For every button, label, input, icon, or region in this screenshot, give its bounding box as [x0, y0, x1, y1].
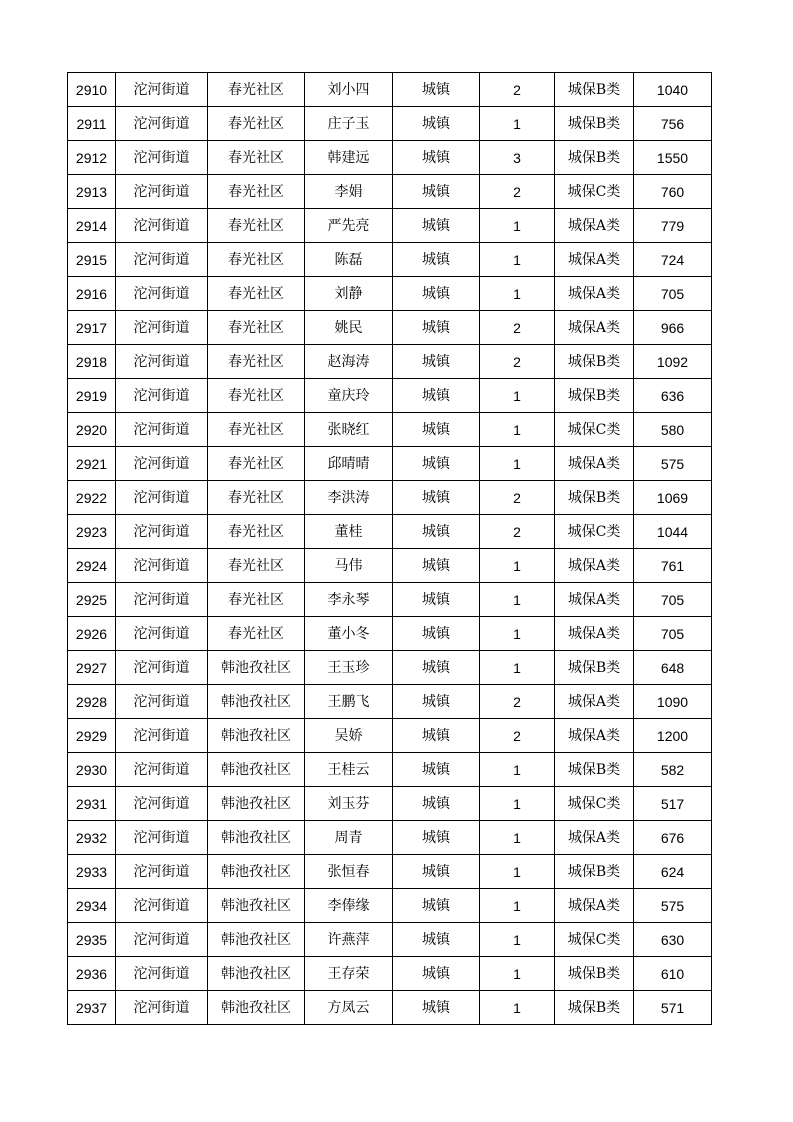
name-cell: 李洪涛: [305, 481, 393, 515]
area-type-cell: 城镇: [393, 209, 480, 243]
table-row: [68, 209, 712, 243]
area-type-cell: 城镇: [393, 481, 480, 515]
table-body: [68, 73, 712, 1025]
household-size-cell: 2: [480, 73, 555, 107]
street-cell: 沱河街道: [116, 719, 208, 753]
household-size-cell: 1: [480, 821, 555, 855]
serial-number-cell: 2920: [68, 413, 116, 447]
category-cell: 城保B类: [555, 481, 634, 515]
household-size-cell: 2: [480, 481, 555, 515]
category-cell: 城保B类: [555, 345, 634, 379]
table-row: [68, 447, 712, 481]
amount-cell: 1200: [634, 719, 712, 753]
amount-cell: 1092: [634, 345, 712, 379]
table-row: [68, 685, 712, 719]
serial-number-cell: 2916: [68, 277, 116, 311]
area-type-cell: 城镇: [393, 243, 480, 277]
household-size-cell: 1: [480, 549, 555, 583]
serial-number-cell: 2922: [68, 481, 116, 515]
area-type-cell: 城镇: [393, 345, 480, 379]
category-cell: 城保B类: [555, 855, 634, 889]
serial-number-cell: 2931: [68, 787, 116, 821]
table-row: [68, 787, 712, 821]
community-cell: 春光社区: [208, 413, 305, 447]
amount-cell: 760: [634, 175, 712, 209]
table-row: [68, 311, 712, 345]
category-cell: 城保B类: [555, 991, 634, 1025]
name-cell: 周青: [305, 821, 393, 855]
area-type-cell: 城镇: [393, 787, 480, 821]
table-row: [68, 753, 712, 787]
serial-number-cell: 2926: [68, 617, 116, 651]
serial-number-cell: 2921: [68, 447, 116, 481]
amount-cell: 705: [634, 277, 712, 311]
serial-number-cell: 2910: [68, 73, 116, 107]
name-cell: 严先亮: [305, 209, 393, 243]
household-size-cell: 1: [480, 753, 555, 787]
name-cell: 姚民: [305, 311, 393, 345]
amount-cell: 1090: [634, 685, 712, 719]
street-cell: 沱河街道: [116, 73, 208, 107]
household-size-cell: 2: [480, 311, 555, 345]
street-cell: 沱河街道: [116, 855, 208, 889]
community-cell: 韩池孜社区: [208, 685, 305, 719]
name-cell: 张恒春: [305, 855, 393, 889]
table-row: [68, 141, 712, 175]
name-cell: 刘玉芬: [305, 787, 393, 821]
serial-number-cell: 2912: [68, 141, 116, 175]
amount-cell: 705: [634, 617, 712, 651]
table-row: [68, 651, 712, 685]
street-cell: 沱河街道: [116, 617, 208, 651]
serial-number-cell: 2930: [68, 753, 116, 787]
area-type-cell: 城镇: [393, 447, 480, 481]
community-cell: 韩池孜社区: [208, 957, 305, 991]
name-cell: 张晓红: [305, 413, 393, 447]
household-size-cell: 1: [480, 277, 555, 311]
table-row: [68, 719, 712, 753]
amount-cell: 676: [634, 821, 712, 855]
area-type-cell: 城镇: [393, 311, 480, 345]
amount-cell: 756: [634, 107, 712, 141]
street-cell: 沱河街道: [116, 821, 208, 855]
serial-number-cell: 2919: [68, 379, 116, 413]
table-row: [68, 515, 712, 549]
serial-number-cell: 2937: [68, 991, 116, 1025]
community-cell: 春光社区: [208, 617, 305, 651]
category-cell: 城保A类: [555, 821, 634, 855]
household-size-cell: 2: [480, 345, 555, 379]
name-cell: 童庆玲: [305, 379, 393, 413]
category-cell: 城保C类: [555, 787, 634, 821]
street-cell: 沱河街道: [116, 209, 208, 243]
community-cell: 韩池孜社区: [208, 787, 305, 821]
category-cell: 城保A类: [555, 311, 634, 345]
amount-cell: 1550: [634, 141, 712, 175]
area-type-cell: 城镇: [393, 651, 480, 685]
serial-number-cell: 2936: [68, 957, 116, 991]
community-cell: 春光社区: [208, 583, 305, 617]
area-type-cell: 城镇: [393, 549, 480, 583]
name-cell: 董小冬: [305, 617, 393, 651]
category-cell: 城保A类: [555, 243, 634, 277]
category-cell: 城保A类: [555, 617, 634, 651]
serial-number-cell: 2911: [68, 107, 116, 141]
amount-cell: 761: [634, 549, 712, 583]
name-cell: 赵海涛: [305, 345, 393, 379]
street-cell: 沱河街道: [116, 175, 208, 209]
table-row: [68, 413, 712, 447]
area-type-cell: 城镇: [393, 175, 480, 209]
community-cell: 春光社区: [208, 447, 305, 481]
street-cell: 沱河街道: [116, 651, 208, 685]
household-size-cell: 1: [480, 583, 555, 617]
serial-number-cell: 2927: [68, 651, 116, 685]
street-cell: 沱河街道: [116, 753, 208, 787]
serial-number-cell: 2925: [68, 583, 116, 617]
serial-number-cell: 2924: [68, 549, 116, 583]
community-cell: 韩池孜社区: [208, 753, 305, 787]
area-type-cell: 城镇: [393, 107, 480, 141]
household-size-cell: 2: [480, 719, 555, 753]
area-type-cell: 城镇: [393, 413, 480, 447]
community-cell: 春光社区: [208, 481, 305, 515]
table-row: [68, 73, 712, 107]
street-cell: 沱河街道: [116, 991, 208, 1025]
community-cell: 春光社区: [208, 549, 305, 583]
household-size-cell: 1: [480, 889, 555, 923]
serial-number-cell: 2914: [68, 209, 116, 243]
table-row: [68, 583, 712, 617]
community-cell: 春光社区: [208, 73, 305, 107]
name-cell: 王玉珍: [305, 651, 393, 685]
table-row: [68, 345, 712, 379]
street-cell: 沱河街道: [116, 515, 208, 549]
household-size-cell: 1: [480, 209, 555, 243]
serial-number-cell: 2913: [68, 175, 116, 209]
serial-number-cell: 2923: [68, 515, 116, 549]
table-row: [68, 991, 712, 1025]
area-type-cell: 城镇: [393, 991, 480, 1025]
area-type-cell: 城镇: [393, 379, 480, 413]
street-cell: 沱河街道: [116, 685, 208, 719]
name-cell: 吴娇: [305, 719, 393, 753]
name-cell: 董桂: [305, 515, 393, 549]
name-cell: 王存荣: [305, 957, 393, 991]
household-size-cell: 1: [480, 651, 555, 685]
household-size-cell: 1: [480, 923, 555, 957]
name-cell: 刘小四: [305, 73, 393, 107]
area-type-cell: 城镇: [393, 855, 480, 889]
household-size-cell: 3: [480, 141, 555, 175]
serial-number-cell: 2932: [68, 821, 116, 855]
serial-number-cell: 2917: [68, 311, 116, 345]
category-cell: 城保C类: [555, 923, 634, 957]
community-cell: 韩池孜社区: [208, 719, 305, 753]
table-row: [68, 957, 712, 991]
serial-number-cell: 2918: [68, 345, 116, 379]
category-cell: 城保A类: [555, 719, 634, 753]
community-cell: 春光社区: [208, 141, 305, 175]
amount-cell: 582: [634, 753, 712, 787]
records-table: [67, 72, 712, 1025]
area-type-cell: 城镇: [393, 617, 480, 651]
community-cell: 春光社区: [208, 515, 305, 549]
community-cell: 春光社区: [208, 107, 305, 141]
table-row: [68, 481, 712, 515]
category-cell: 城保A类: [555, 889, 634, 923]
amount-cell: 1044: [634, 515, 712, 549]
street-cell: 沱河街道: [116, 481, 208, 515]
serial-number-cell: 2929: [68, 719, 116, 753]
amount-cell: 648: [634, 651, 712, 685]
area-type-cell: 城镇: [393, 889, 480, 923]
name-cell: 王桂云: [305, 753, 393, 787]
community-cell: 韩池孜社区: [208, 923, 305, 957]
household-size-cell: 1: [480, 617, 555, 651]
table-row: [68, 175, 712, 209]
serial-number-cell: 2935: [68, 923, 116, 957]
community-cell: 韩池孜社区: [208, 889, 305, 923]
community-cell: 春光社区: [208, 277, 305, 311]
category-cell: 城保C类: [555, 515, 634, 549]
serial-number-cell: 2934: [68, 889, 116, 923]
area-type-cell: 城镇: [393, 583, 480, 617]
street-cell: 沱河街道: [116, 379, 208, 413]
community-cell: 春光社区: [208, 209, 305, 243]
household-size-cell: 1: [480, 787, 555, 821]
community-cell: 韩池孜社区: [208, 991, 305, 1025]
community-cell: 韩池孜社区: [208, 855, 305, 889]
amount-cell: 575: [634, 889, 712, 923]
community-cell: 韩池孜社区: [208, 651, 305, 685]
household-size-cell: 1: [480, 379, 555, 413]
community-cell: 春光社区: [208, 243, 305, 277]
category-cell: 城保B类: [555, 107, 634, 141]
serial-number-cell: 2933: [68, 855, 116, 889]
street-cell: 沱河街道: [116, 141, 208, 175]
area-type-cell: 城镇: [393, 141, 480, 175]
name-cell: 庄子玉: [305, 107, 393, 141]
household-size-cell: 1: [480, 107, 555, 141]
amount-cell: 517: [634, 787, 712, 821]
serial-number-cell: 2915: [68, 243, 116, 277]
household-size-cell: 2: [480, 515, 555, 549]
community-cell: 春光社区: [208, 345, 305, 379]
amount-cell: 571: [634, 991, 712, 1025]
street-cell: 沱河街道: [116, 243, 208, 277]
category-cell: 城保B类: [555, 141, 634, 175]
street-cell: 沱河街道: [116, 413, 208, 447]
area-type-cell: 城镇: [393, 957, 480, 991]
area-type-cell: 城镇: [393, 73, 480, 107]
table-row: [68, 855, 712, 889]
name-cell: 邱晴晴: [305, 447, 393, 481]
table-row: [68, 277, 712, 311]
household-size-cell: 1: [480, 957, 555, 991]
table-row: [68, 379, 712, 413]
table-row: [68, 243, 712, 277]
name-cell: 韩建远: [305, 141, 393, 175]
area-type-cell: 城镇: [393, 719, 480, 753]
name-cell: 许燕萍: [305, 923, 393, 957]
household-size-cell: 1: [480, 991, 555, 1025]
household-size-cell: 2: [480, 685, 555, 719]
category-cell: 城保C类: [555, 175, 634, 209]
table-row: [68, 923, 712, 957]
name-cell: 李娟: [305, 175, 393, 209]
community-cell: 春光社区: [208, 311, 305, 345]
amount-cell: 624: [634, 855, 712, 889]
area-type-cell: 城镇: [393, 753, 480, 787]
category-cell: 城保C类: [555, 413, 634, 447]
category-cell: 城保B类: [555, 73, 634, 107]
amount-cell: 1069: [634, 481, 712, 515]
table-row: [68, 617, 712, 651]
amount-cell: 610: [634, 957, 712, 991]
category-cell: 城保B类: [555, 753, 634, 787]
name-cell: 李永琴: [305, 583, 393, 617]
street-cell: 沱河街道: [116, 311, 208, 345]
amount-cell: 636: [634, 379, 712, 413]
table-row: [68, 107, 712, 141]
street-cell: 沱河街道: [116, 889, 208, 923]
amount-cell: 724: [634, 243, 712, 277]
serial-number-cell: 2928: [68, 685, 116, 719]
street-cell: 沱河街道: [116, 583, 208, 617]
street-cell: 沱河街道: [116, 787, 208, 821]
area-type-cell: 城镇: [393, 685, 480, 719]
community-cell: 春光社区: [208, 379, 305, 413]
street-cell: 沱河街道: [116, 923, 208, 957]
category-cell: 城保A类: [555, 549, 634, 583]
name-cell: 马伟: [305, 549, 393, 583]
amount-cell: 705: [634, 583, 712, 617]
category-cell: 城保A类: [555, 685, 634, 719]
street-cell: 沱河街道: [116, 549, 208, 583]
street-cell: 沱河街道: [116, 107, 208, 141]
table-row: [68, 889, 712, 923]
household-size-cell: 1: [480, 855, 555, 889]
category-cell: 城保B类: [555, 379, 634, 413]
amount-cell: 779: [634, 209, 712, 243]
street-cell: 沱河街道: [116, 277, 208, 311]
name-cell: 方凤云: [305, 991, 393, 1025]
table-row: [68, 821, 712, 855]
area-type-cell: 城镇: [393, 821, 480, 855]
community-cell: 春光社区: [208, 175, 305, 209]
area-type-cell: 城镇: [393, 277, 480, 311]
household-size-cell: 1: [480, 447, 555, 481]
community-cell: 韩池孜社区: [208, 821, 305, 855]
amount-cell: 630: [634, 923, 712, 957]
household-size-cell: 1: [480, 413, 555, 447]
street-cell: 沱河街道: [116, 447, 208, 481]
street-cell: 沱河街道: [116, 957, 208, 991]
category-cell: 城保B类: [555, 651, 634, 685]
area-type-cell: 城镇: [393, 923, 480, 957]
area-type-cell: 城镇: [393, 515, 480, 549]
category-cell: 城保B类: [555, 957, 634, 991]
name-cell: 李俸缘: [305, 889, 393, 923]
category-cell: 城保A类: [555, 209, 634, 243]
amount-cell: 1040: [634, 73, 712, 107]
category-cell: 城保A类: [555, 277, 634, 311]
household-size-cell: 2: [480, 175, 555, 209]
table-row: [68, 549, 712, 583]
name-cell: 王鹏飞: [305, 685, 393, 719]
category-cell: 城保A类: [555, 583, 634, 617]
amount-cell: 575: [634, 447, 712, 481]
amount-cell: 580: [634, 413, 712, 447]
category-cell: 城保A类: [555, 447, 634, 481]
name-cell: 陈磊: [305, 243, 393, 277]
household-size-cell: 1: [480, 243, 555, 277]
street-cell: 沱河街道: [116, 345, 208, 379]
name-cell: 刘静: [305, 277, 393, 311]
amount-cell: 966: [634, 311, 712, 345]
